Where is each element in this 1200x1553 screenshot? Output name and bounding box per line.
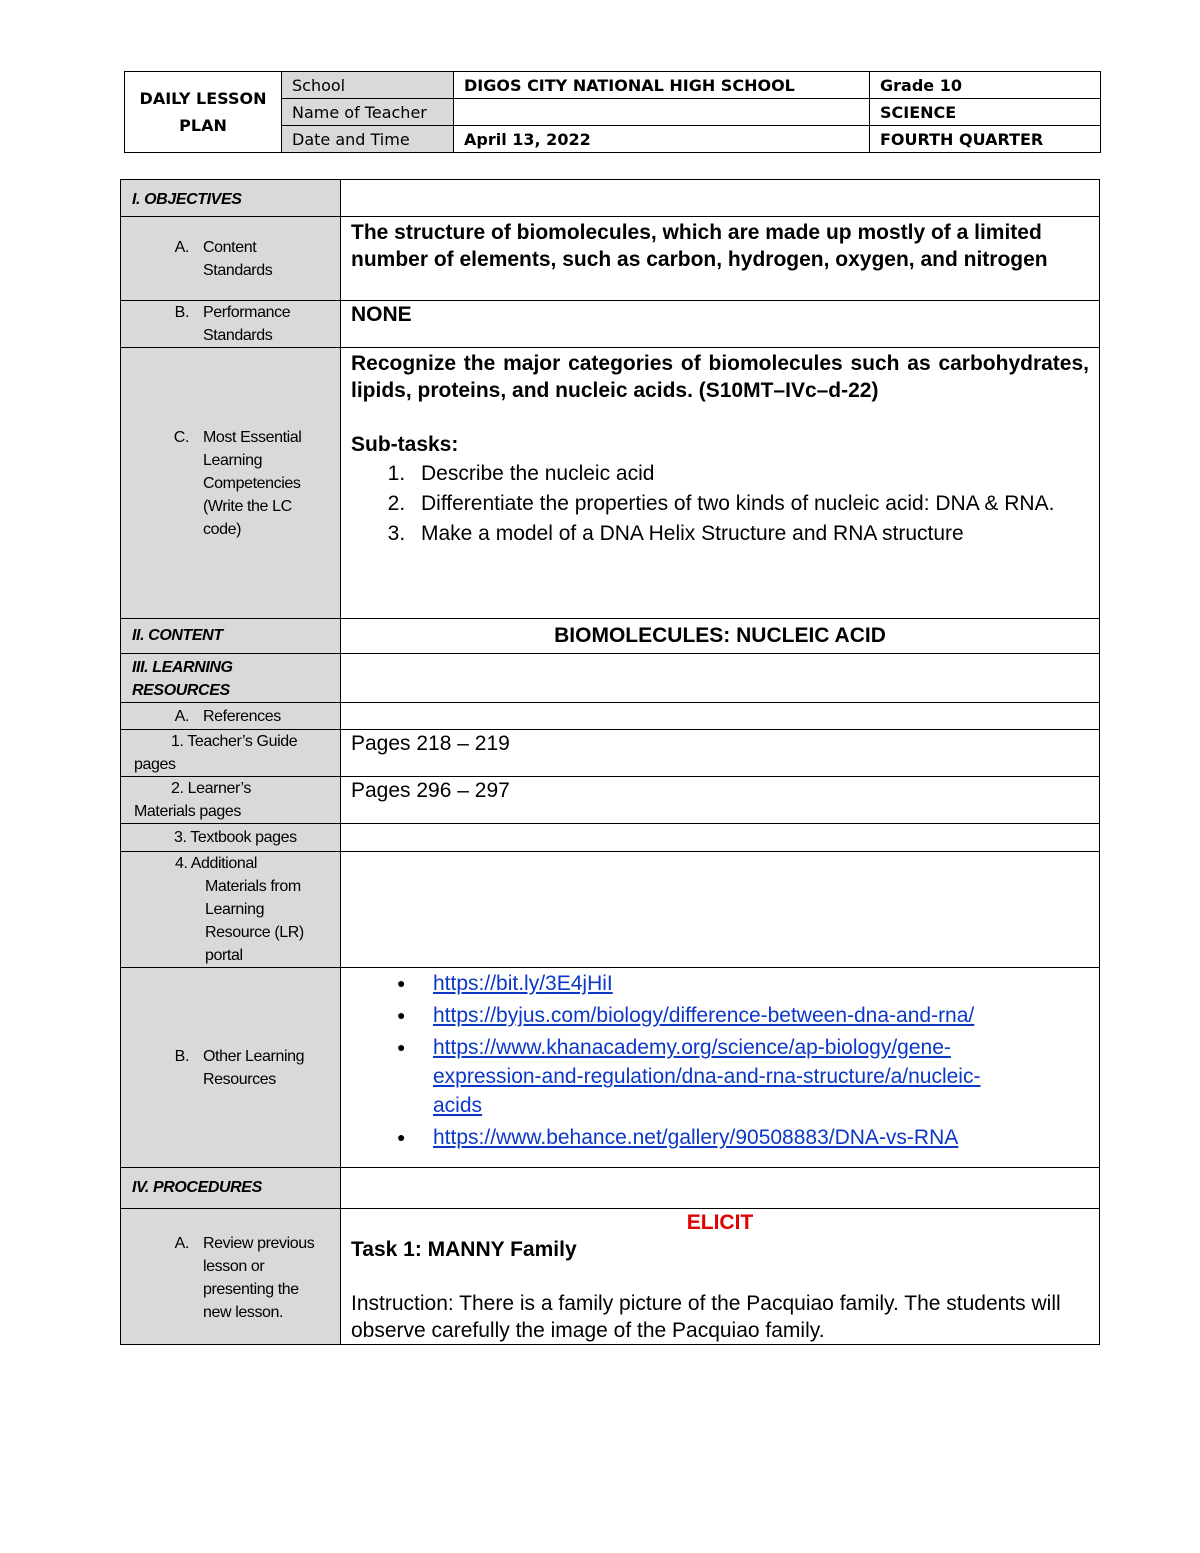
content-heading-cell (121, 619, 341, 654)
learners-materials-value: Pages 296 – 297 (341, 777, 1100, 824)
resource-link-item (423, 1001, 1089, 1030)
procedures-heading-cell (121, 1168, 341, 1209)
subtasks-list (351, 460, 1089, 547)
additional-materials-empty-cell (341, 852, 1100, 968)
teachers-guide-label: 1. Teacher’s Guide (171, 733, 298, 750)
lesson-plan-body (120, 179, 1100, 1345)
resource-links-list (351, 968, 1089, 1152)
resource-link[interactable]: https://bit.ly/3E4jHiI (433, 972, 613, 995)
content-standards-label: Content (203, 239, 257, 256)
content-standards-label-cell: A. Content Standards (121, 217, 341, 301)
school-label: School (282, 72, 454, 99)
subject-value: SCIENCE (870, 99, 1101, 126)
resource-link-item (423, 1033, 1089, 1120)
melc-text: Recognize the major categories of biomolecules such as carbohydrates, lipids, proteins, and nucleic acids. (S10MT–IVc–d-22) (351, 352, 1089, 402)
learners-materials-label: 2. Learner’s (171, 780, 251, 797)
content-standards-text: The structure of biomolecules, which are made up mostly of a limited number of elements, such as carbon, hydrogen, oxygen, and nitrogen (341, 217, 1100, 301)
learning-resources-heading: III. LEARNING RESOURCES (132, 659, 233, 699)
daily-lesson-plan-title: DAILY LESSON PLAN (125, 72, 282, 153)
teacher-label: Name of Teacher (282, 99, 454, 126)
elicit-heading: ELICIT (686, 1211, 754, 1234)
references-empty-cell (341, 703, 1100, 730)
learning-resources-empty-cell (341, 654, 1100, 703)
content-text: BIOMOLECULES: NUCLEIC ACID (341, 619, 1100, 654)
date-label: Date and Time (282, 126, 454, 153)
resource-link[interactable]: https://www.behance.net/gallery/90508883/DNA-vs-RNA (433, 1126, 959, 1149)
textbook-pages-empty-cell (341, 824, 1100, 852)
grade-value: Grade 10 (870, 72, 1101, 99)
melc-text-cell (341, 348, 1100, 619)
review-lesson-label: Review previous (203, 1235, 315, 1252)
other-resources-links-cell (341, 968, 1100, 1168)
melc-letter: C. (173, 428, 189, 446)
other-resources-label: Other Learning (203, 1047, 305, 1065)
teachers-guide-label-cell: 1. Teacher’s Guide pages (121, 730, 341, 777)
objectives-empty-cell (341, 180, 1100, 217)
performance-standards-text: NONE (341, 301, 1100, 348)
task-title: Task 1: MANNY Family (351, 1238, 577, 1261)
procedures-empty-cell (341, 1168, 1100, 1209)
date-value: April 13, 2022 (454, 126, 870, 153)
review-lesson-label-cell: A. Review previous lesson or presenting the new lesson. (121, 1209, 341, 1345)
content-standards-letter: A. (174, 239, 189, 256)
additional-materials-label-cell: 4. Additional Materials from Learning Resource (LR) portal (121, 852, 341, 968)
subtask-item: 1. Describe the nucleic acid (411, 460, 1089, 487)
performance-standards-label-cell: B. Performance Standards (121, 301, 341, 348)
subtask-item: 3. Make a model of a DNA Helix Structure and RNA structure (411, 520, 1089, 547)
objectives-heading-cell (121, 180, 341, 217)
additional-materials-label: 4. Additional (175, 855, 257, 872)
references-letter: A. (174, 708, 189, 725)
school-value: DIGOS CITY NATIONAL HIGH SCHOOL (454, 72, 870, 99)
references-label-cell (121, 703, 341, 730)
resource-link[interactable]: https://www.khanacademy.org/science/ap-biology/gene- expression-and-regulation/dna-and-rna-structure/a/nucleic- acids (433, 1036, 981, 1117)
objectives-heading: I. OBJECTIVES (132, 191, 242, 208)
lesson-plan-header (124, 71, 1101, 153)
content-heading: II. CONTENT (132, 627, 223, 644)
performance-standards-letter: B. (174, 304, 189, 321)
task-instruction: Instruction: There is a family picture of the Pacquiao family. The students will observe carefully the image of the Pacquiao family. (351, 1292, 1061, 1342)
teachers-guide-value: Pages 218 – 219 (341, 730, 1100, 777)
other-resources-label-cell: B. Other Learning Resources (121, 968, 341, 1168)
resource-link-item (423, 1123, 1089, 1152)
subtask-item: 2. Differentiate the properties of two kinds of nucleic acid: DNA & RNA. (411, 490, 1089, 517)
learners-materials-label-cell: 2. Learner’s Materials pages (121, 777, 341, 824)
teacher-value (454, 99, 870, 126)
resource-link-item (423, 969, 1089, 998)
textbook-pages-label-cell (121, 824, 341, 852)
procedures-heading: IV. PROCEDURES (132, 1179, 262, 1196)
melc-label: Most Essential (203, 428, 302, 446)
quarter-value: FOURTH QUARTER (870, 126, 1101, 153)
review-lesson-letter: A. (174, 1235, 189, 1252)
learning-resources-heading-cell (121, 654, 341, 703)
resource-link[interactable]: https://byjus.com/biology/difference-between-dna-and-rna/ (433, 1004, 975, 1027)
textbook-pages-label: 3. Textbook pages (174, 829, 297, 846)
review-lesson-content-cell (341, 1209, 1100, 1345)
melc-label-cell: C. Most Essential Learning Competencies (Write the LC code) (121, 348, 341, 619)
subtasks-heading: Sub-tasks: (351, 433, 459, 456)
references-label: References (203, 708, 281, 725)
performance-standards-label: Performance (203, 304, 291, 321)
other-resources-letter: B. (174, 1047, 189, 1065)
